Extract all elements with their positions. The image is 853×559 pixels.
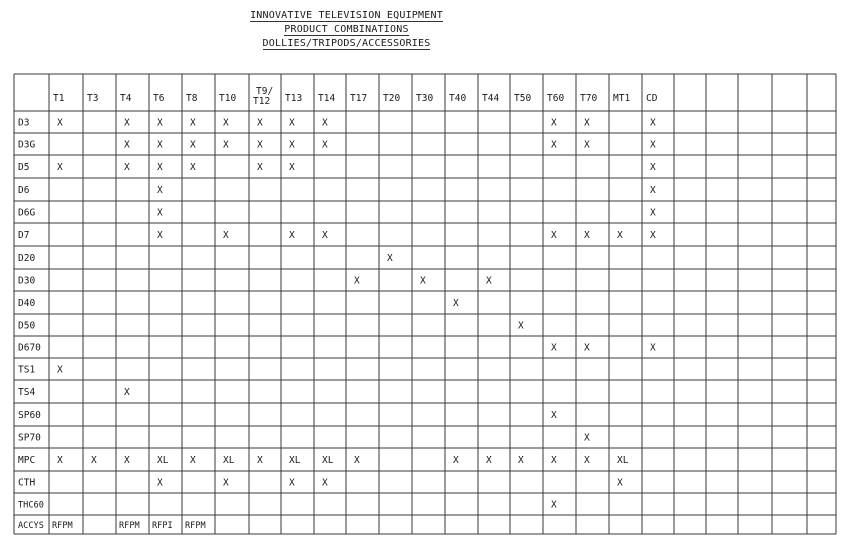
table-cell-mark: X: [617, 230, 623, 241]
column-header: T30: [416, 93, 434, 104]
table-cell-mark: X: [650, 342, 656, 354]
table-cell-mark: X: [551, 139, 557, 151]
table-cell-mark: X: [289, 139, 295, 151]
column-header: T14: [318, 93, 336, 104]
table-cell-mark: X: [584, 342, 590, 354]
table-cell-mark: X: [551, 117, 557, 129]
row-label: D6G: [18, 207, 36, 219]
row-label: D7: [18, 230, 30, 241]
table-cell-mark: X: [57, 455, 63, 466]
table-cell-mark: X: [387, 253, 393, 264]
table-cell-mark: X: [289, 477, 295, 489]
column-header: T1: [53, 93, 65, 104]
row-label: TS1: [18, 364, 36, 376]
document-subtitle: PRODUCT COMBINATIONS: [284, 24, 409, 35]
table-cell-mark: X: [223, 139, 229, 151]
table-cell-mark: X: [650, 207, 656, 219]
row-label: ACCYS: [18, 521, 44, 531]
table-cell-mark: X: [453, 455, 459, 466]
table-cell-mark: X: [584, 455, 590, 466]
table-cell-mark: X: [257, 139, 263, 151]
row-label: D3: [18, 117, 30, 129]
table-cell-mark: X: [453, 298, 459, 309]
table-cell-mark: XL: [223, 455, 235, 466]
column-header: T8: [186, 93, 198, 104]
table-cell-mark: X: [257, 455, 263, 466]
row-label: TS4: [18, 387, 36, 398]
table-cell-mark: X: [157, 477, 163, 489]
table-cell-mark: RFPM: [119, 521, 140, 531]
table-cell-mark: X: [157, 162, 163, 173]
table-cell-mark: XL: [157, 455, 169, 466]
table-cell-mark: XL: [617, 455, 629, 466]
row-label: D20: [18, 253, 36, 264]
table-cell-mark: X: [354, 275, 360, 287]
table-cell-mark: X: [157, 207, 163, 219]
table-cell-mark: X: [257, 117, 263, 129]
table-cell-mark: X: [584, 230, 590, 241]
table-cell-mark: X: [124, 139, 130, 151]
row-label: D6: [18, 185, 30, 196]
column-header: T50: [514, 93, 532, 104]
table-cell-mark: X: [190, 117, 196, 129]
column-header: T4: [120, 93, 132, 104]
table-cell-mark: X: [157, 185, 163, 196]
column-header-line2: T12: [253, 96, 271, 107]
column-header: T70: [580, 93, 598, 104]
table-cell-mark: X: [551, 410, 557, 421]
table-cell-mark: X: [551, 455, 557, 466]
table-cell-mark: X: [518, 320, 524, 332]
row-label: D5: [18, 162, 30, 173]
column-header: T13: [285, 93, 303, 104]
table-cell-mark: X: [124, 117, 130, 129]
row-label: SP70: [18, 432, 41, 444]
table-cell-mark: X: [354, 455, 360, 466]
row-label: D40: [18, 298, 36, 309]
table-cell-mark: X: [617, 477, 623, 489]
table-cell-mark: X: [289, 162, 295, 173]
table-cell-mark: RFPM: [185, 521, 206, 531]
row-label: THC60: [18, 500, 44, 511]
table-cell-mark: X: [223, 477, 229, 489]
table-cell-mark: X: [322, 139, 328, 151]
table-cell-mark: X: [551, 342, 557, 354]
table-cell-mark: X: [289, 117, 295, 129]
column-header: T6: [153, 93, 165, 104]
table-cell-mark: X: [650, 117, 656, 129]
table-cell-mark: X: [486, 275, 492, 287]
column-header: T60: [547, 93, 565, 104]
table-cell-mark: X: [57, 364, 63, 376]
table-cell-mark: X: [223, 117, 229, 129]
table-cell-mark: X: [650, 162, 656, 173]
table-cell-mark: RFPI: [152, 521, 173, 531]
table-cell-mark: X: [518, 455, 524, 466]
table-cell-mark: X: [190, 162, 196, 173]
table-cell-mark: X: [190, 139, 196, 151]
table-cell-mark: X: [650, 139, 656, 151]
table-cell-mark: X: [584, 139, 590, 151]
table-cell-mark: RFPM: [52, 521, 73, 531]
column-header: T3: [87, 93, 99, 104]
table-cell-mark: X: [91, 455, 97, 466]
table-cell-mark: X: [322, 117, 328, 129]
table-cell-mark: X: [124, 162, 130, 173]
table-cell-mark: X: [650, 230, 656, 241]
table-cell-mark: X: [551, 230, 557, 241]
column-header: T10: [219, 93, 237, 104]
column-header: MT1: [613, 93, 631, 104]
table-cell-mark: X: [257, 162, 263, 173]
row-label: MPC: [18, 455, 36, 466]
row-label: CTH: [18, 477, 36, 489]
table-cell-mark: X: [420, 275, 426, 287]
table-cell-mark: X: [157, 139, 163, 151]
table-cell-mark: X: [322, 477, 328, 489]
table-cell-mark: X: [322, 230, 328, 241]
table-cell-mark: XL: [289, 455, 301, 466]
row-label: D3G: [18, 139, 36, 151]
table-cell-mark: X: [223, 230, 229, 241]
document-title: INNOVATIVE TELEVISION EQUIPMENT: [250, 10, 443, 21]
table-cell-mark: XL: [322, 455, 334, 466]
column-header: T20: [383, 93, 401, 104]
table-cell-mark: X: [57, 117, 63, 129]
document-section-title: DOLLIES/TRIPODS/ACCESSORIES: [262, 38, 431, 49]
table-cell-mark: X: [124, 387, 130, 398]
row-label: SP60: [18, 410, 41, 421]
table-cell-mark: X: [584, 117, 590, 129]
row-label: D670: [18, 342, 41, 354]
column-header: T40: [449, 93, 467, 104]
table-cell-mark: X: [551, 499, 557, 511]
column-header: T17: [350, 93, 368, 104]
table-cell-mark: X: [289, 230, 295, 241]
row-label: D50: [18, 320, 36, 332]
table-cell-mark: X: [650, 185, 656, 196]
table-cell-mark: X: [124, 455, 130, 466]
column-header: CD: [646, 93, 658, 104]
table-cell-mark: X: [584, 432, 590, 444]
column-header: T44: [482, 93, 500, 104]
row-label: D30: [18, 275, 36, 287]
column-header: T9/: [256, 86, 274, 97]
table-cell-mark: X: [57, 162, 63, 173]
table-cell-mark: X: [190, 455, 196, 466]
table-cell-mark: X: [157, 230, 163, 241]
table-cell-mark: X: [157, 117, 163, 129]
table-cell-mark: X: [486, 455, 492, 466]
